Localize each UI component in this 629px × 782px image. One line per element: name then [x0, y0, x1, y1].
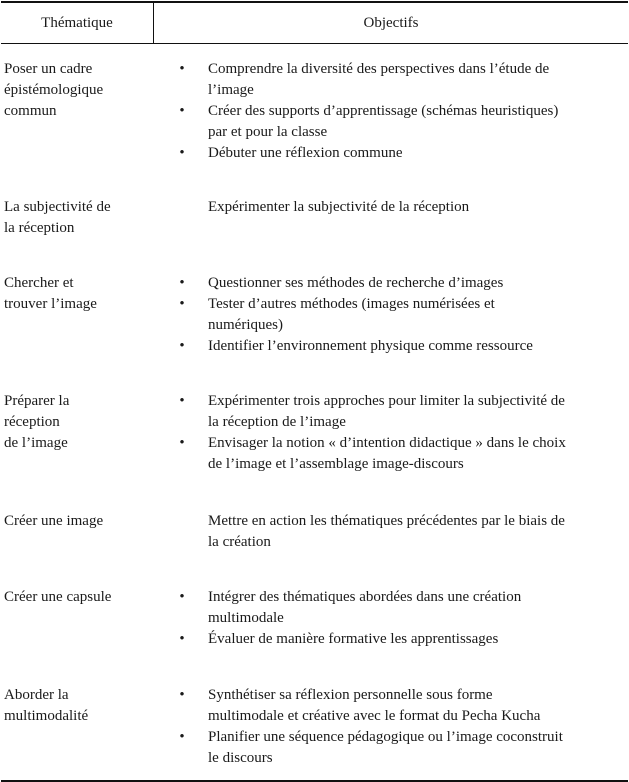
objective-line: Créer des supports d’apprentissage (schémas heuristiques)	[208, 103, 559, 119]
bullet-icon: •	[179, 338, 185, 354]
objectives-cell	[177, 587, 628, 650]
table-row	[1, 44, 628, 180]
theme-cell	[4, 273, 149, 315]
theme-cell	[4, 59, 149, 122]
theme-line: Poser un cadre	[4, 61, 93, 77]
bullet-icon: •	[179, 296, 185, 312]
objectives-table	[1, 1, 628, 782]
table-header	[1, 3, 628, 43]
objective-bullet-item	[177, 294, 628, 336]
bullet-icon: •	[179, 589, 185, 605]
table-row	[1, 492, 628, 570]
theme-line: multimodalité	[4, 708, 89, 724]
bullet-icon: •	[179, 145, 185, 161]
objective-line: de l’image et l’assemblage image-discours	[208, 456, 464, 472]
theme-cell	[4, 511, 149, 532]
objectives-cell	[177, 197, 628, 218]
objective-line: Comprendre la diversité des perspectives dans l’étude de	[208, 61, 550, 77]
header-objectifs: Objectifs	[363, 14, 419, 31]
theme-line: Aborder la	[4, 687, 69, 703]
objective-item	[177, 511, 628, 553]
theme-line: commun	[4, 103, 57, 119]
theme-line: de l’image	[4, 435, 68, 451]
bullet-icon: •	[179, 103, 185, 119]
objective-bullet-item	[177, 727, 628, 769]
theme-line: Préparer la	[4, 393, 70, 409]
table-row	[1, 180, 628, 255]
bullet-icon: •	[179, 275, 185, 291]
theme-line: réception	[4, 414, 60, 430]
objective-line: Envisager la notion « d’intention didactique » dans le choix	[208, 435, 566, 451]
objective-bullet-item	[177, 101, 628, 143]
objective-line: Identifier l’environnement physique comme ressource	[208, 338, 533, 354]
bullet-icon: •	[179, 393, 185, 409]
objective-bullet-item	[177, 685, 628, 727]
objective-bullet-item	[177, 143, 628, 164]
header-thematique: Thématique	[1, 3, 154, 43]
objective-line: Évaluer de manière formative les apprentissages	[208, 631, 499, 647]
objective-bullet-item	[177, 59, 628, 101]
table-row	[1, 666, 628, 780]
theme-line: La subjectivité de	[4, 199, 111, 215]
objectives-cell	[177, 685, 628, 769]
objective-bullet-item	[177, 273, 628, 294]
table-row	[1, 255, 628, 374]
objective-line: l’image	[208, 82, 254, 98]
objective-line: Intégrer des thématiques abordées dans une création	[208, 589, 522, 605]
objectives-cell	[177, 59, 628, 164]
objective-bullet-item	[177, 433, 628, 475]
bullet-icon: •	[179, 61, 185, 77]
objective-line: le discours	[208, 750, 273, 766]
bullet-icon: •	[179, 687, 185, 703]
objectives-cell	[177, 511, 628, 553]
objective-line: Débuter une réflexion commune	[208, 145, 403, 161]
objectives-cell	[177, 273, 628, 357]
theme-line: Chercher et	[4, 275, 74, 291]
table-row	[1, 374, 628, 492]
bullet-icon: •	[179, 631, 185, 647]
objective-line: la réception de l’image	[208, 414, 346, 430]
objectives-cell	[177, 391, 628, 475]
objective-line: numériques)	[208, 317, 283, 333]
theme-cell	[4, 587, 149, 608]
objective-line: Synthétiser sa réflexion personnelle sous forme	[208, 687, 493, 703]
objective-item	[177, 197, 628, 218]
objective-bullet-item	[177, 391, 628, 433]
objective-line: Tester d’autres méthodes (images numérisées et	[208, 296, 495, 312]
table-body	[1, 44, 628, 780]
theme-line: Créer une image	[4, 513, 104, 529]
objective-bullet-item	[177, 587, 628, 629]
objective-bullet-item	[177, 629, 628, 650]
theme-line: trouver l’image	[4, 296, 97, 312]
theme-line: épistémologique	[4, 82, 104, 98]
objective-line: multimodale	[208, 610, 284, 626]
theme-line: la réception	[4, 220, 75, 236]
objective-line: Planifier une séquence pédagogique ou l’image coconstruit	[208, 729, 563, 745]
objective-line: par et pour la classe	[208, 124, 328, 140]
objective-bullet-item	[177, 336, 628, 357]
theme-cell	[4, 197, 149, 239]
theme-line: Créer une capsule	[4, 589, 112, 605]
table-row	[1, 570, 628, 666]
bullet-icon: •	[179, 435, 185, 451]
objective-line: Expérimenter la subjectivité de la réception	[208, 199, 470, 215]
theme-cell	[4, 391, 149, 454]
objective-line: multimodale et créative avec le format du Pecha Kucha	[208, 708, 541, 724]
objective-line: Expérimenter trois approches pour limiter la subjectivité de	[208, 393, 565, 409]
objective-line: Questionner ses méthodes de recherche d’images	[208, 275, 504, 291]
theme-cell	[4, 685, 149, 727]
bullet-icon: •	[179, 729, 185, 745]
objective-line: la création	[208, 534, 271, 550]
objective-line: Mettre en action les thématiques précédentes par le biais de	[208, 513, 565, 529]
